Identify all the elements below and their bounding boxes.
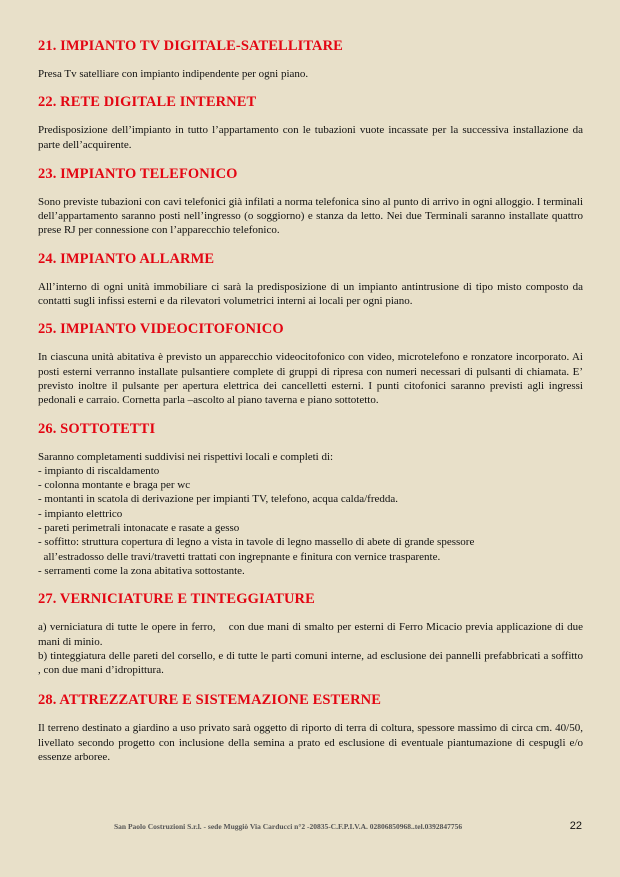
section-28 xyxy=(38,690,583,764)
sottotetti-list xyxy=(38,464,583,578)
section-title: 27. VERNICIATURE E TINTEGGIATURE xyxy=(38,591,315,608)
section-title: 21. IMPIANTO TV DIGITALE-SATELLITARE xyxy=(38,38,343,54)
section-24 xyxy=(38,249,583,309)
section-22 xyxy=(38,92,583,152)
section-title: 26. SOTTOTETTI xyxy=(38,420,156,437)
section-title: 22. RETE DIGITALE INTERNET xyxy=(38,94,257,111)
list-item: - montanti in scatola di derivazione per impianti TV, telefono, acqua calda/fredda. xyxy=(38,493,399,506)
section-paragraph: All’interno di ogni unità immobiliare ci sarà la predisposizione di un impianto antintrusione di tipo misto composto da contatti sugli infissi esterni e da rilevatori volumetrici interni ai locali per ogni piano. xyxy=(38,280,583,308)
section-title: 28. ATTREZZATURE E SISTEMAZIONE ESTERNE xyxy=(38,692,381,709)
list-item: - impianto elettrico xyxy=(38,507,123,520)
list-item: - soffitto: struttura copertura di legno a vista in tavole di legno massello di abete di grande spessore xyxy=(38,536,475,549)
section-title: 25. IMPIANTO VIDEOCITOFONICO xyxy=(38,321,284,338)
list-item: - pareti perimetrali intonacate e rasate a gesso xyxy=(38,522,240,535)
section-23 xyxy=(38,164,583,238)
section-paragraph: Sono previste tubazioni con cavi telefonici già infilati a norma telefonica sino al punto di arrivo in ogni alloggio. I terminali dell’appartamento saranno posti nell’ingresso (o soggiorno) e stanza da letto. Nei due Terminali saranno installate quattro prese RJ per connessione con l’apparecchio telefonico. xyxy=(38,195,583,237)
list-item: all’estradosso delle travi/travetti trattati con ingrepnante e finitura con vernice trasparente. xyxy=(38,550,441,563)
list-item: - serramenti come la zona abitativa sottostante. xyxy=(38,564,245,577)
section-paragraph: Presa Tv satelliare con impianto indipendente per ogni piano. xyxy=(38,68,309,80)
section-26 xyxy=(38,419,583,579)
section-paragraph: b) tinteggiatura delle pareti del corsello, e di tutte le parti comuni interne, ad esclusione dei pannelli prefabbricati a soffitto , con due mani d’idropittura. xyxy=(38,649,583,677)
section-title: 24. IMPIANTO ALLARME xyxy=(38,250,215,267)
page-number: 22 xyxy=(569,820,582,832)
section-paragraph: a) verniciatura di tutte le opere in ferro, con due mani di smalto per esterni di Ferro Micacio previa applicazione di due mani di minio. xyxy=(38,621,583,648)
footer-company-info: San Paolo Costruzioni S.r.l. - sede Muggiò Via Carducci n°2 -20835-C.F.P.I.V.A. 02806850968..tel.0392847756 xyxy=(114,822,463,831)
section-title: 23. IMPIANTO TELEFONICO xyxy=(38,165,238,182)
document-page xyxy=(38,36,583,764)
list-item: - impianto di riscaldamento xyxy=(38,464,160,477)
section-paragraph: Il terreno destinato a giardino a uso privato sarà oggetto di riporto di terra di coltura, spessore massimo di circa cm. 40/50, livellato secondo progetto con inclusione della semina a prato ed esclusione di eventuale piantumazione di cespugli e/o essenze arboree. xyxy=(38,722,583,764)
section-paragraph: Predisposizione dell’impianto in tutto l’appartamento con le tubazioni vuote incassate per la successiva installazione da parte dell’acquirente. xyxy=(38,124,583,151)
section-27 xyxy=(38,589,583,677)
section-paragraph: In ciascuna unità abitativa è previsto un apparecchio videocitofonico con video, microtelefono e ronzatore incorporato. Ai posti esterni verranno installate pulsantiere complete di gruppi di ripresa con numeri necessari di pulsanti di chiamata. E’ previsto inoltre il pulsante per apertura elettrica dei cancelletti esterni. I punti citofonici saranno previsti agli ingressi pedonali e carraio. Cornetta parla –ascolto al piano taverna e piano sottotetto. xyxy=(38,351,583,407)
section-21 xyxy=(38,36,583,81)
section-25 xyxy=(38,319,583,407)
section-intro: Saranno completamenti suddivisi nei rispettivi locali e completi di: xyxy=(38,450,334,463)
list-item: - colonna montante e braga per wc xyxy=(38,479,191,492)
